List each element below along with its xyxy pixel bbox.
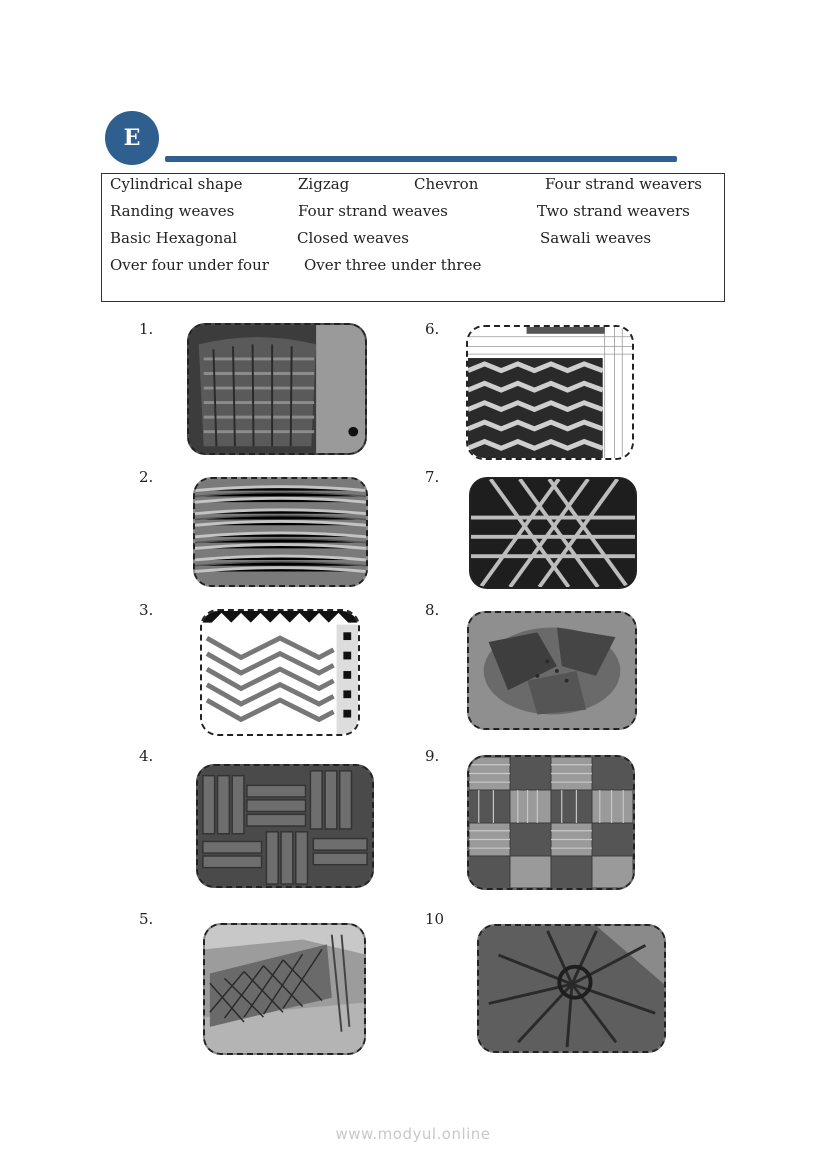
section-divider [165, 156, 677, 162]
word-bank-item: Four strand weavers [545, 175, 702, 193]
item-number-1: 1. [139, 320, 154, 338]
word-bank-item: Sawali weaves [540, 229, 652, 247]
watermark: www.modyul.online [335, 1125, 491, 1143]
word-bank-box [101, 173, 725, 302]
item-number-4: 4. [139, 747, 154, 765]
item-number-8: 8. [425, 601, 440, 619]
image-four-strand-weaving [203, 923, 366, 1055]
word-bank-item: Zigzag [298, 175, 350, 193]
image-hexagonal-weave [469, 477, 637, 589]
item-number-2: 2. [139, 468, 154, 486]
word-bank-item: Basic Hexagonal [110, 229, 238, 247]
image-zigzag-chart [466, 325, 634, 460]
item-number-10: 10 [425, 910, 445, 928]
image-sawali-weave [467, 755, 635, 890]
section-letter: E [123, 125, 141, 151]
word-bank-item: Randing weaves [110, 202, 235, 220]
image-chevron-chart [200, 609, 360, 736]
word-bank-item: Over four under four [110, 256, 269, 274]
item-number-5: 5. [139, 910, 154, 928]
image-basket-base [477, 924, 666, 1053]
item-number-9: 9. [425, 747, 440, 765]
word-bank-item: Closed weaves [297, 229, 409, 247]
word-bank-item: Over three under three [304, 256, 482, 274]
word-bank-item: Cylindrical shape [110, 175, 243, 193]
image-randing-weave [193, 477, 368, 587]
word-bank-item: Two strand weavers [537, 202, 690, 220]
item-number-7: 7. [425, 468, 440, 486]
image-closed-weave [467, 611, 637, 730]
section-badge [105, 111, 159, 165]
word-bank-item: Chevron [414, 175, 479, 193]
item-number-3: 3. [139, 601, 154, 619]
item-number-6: 6. [425, 320, 440, 338]
image-cylindrical-basket [187, 323, 367, 455]
word-bank-item: Four strand weaves [298, 202, 448, 220]
image-over-three-mat [196, 764, 374, 888]
